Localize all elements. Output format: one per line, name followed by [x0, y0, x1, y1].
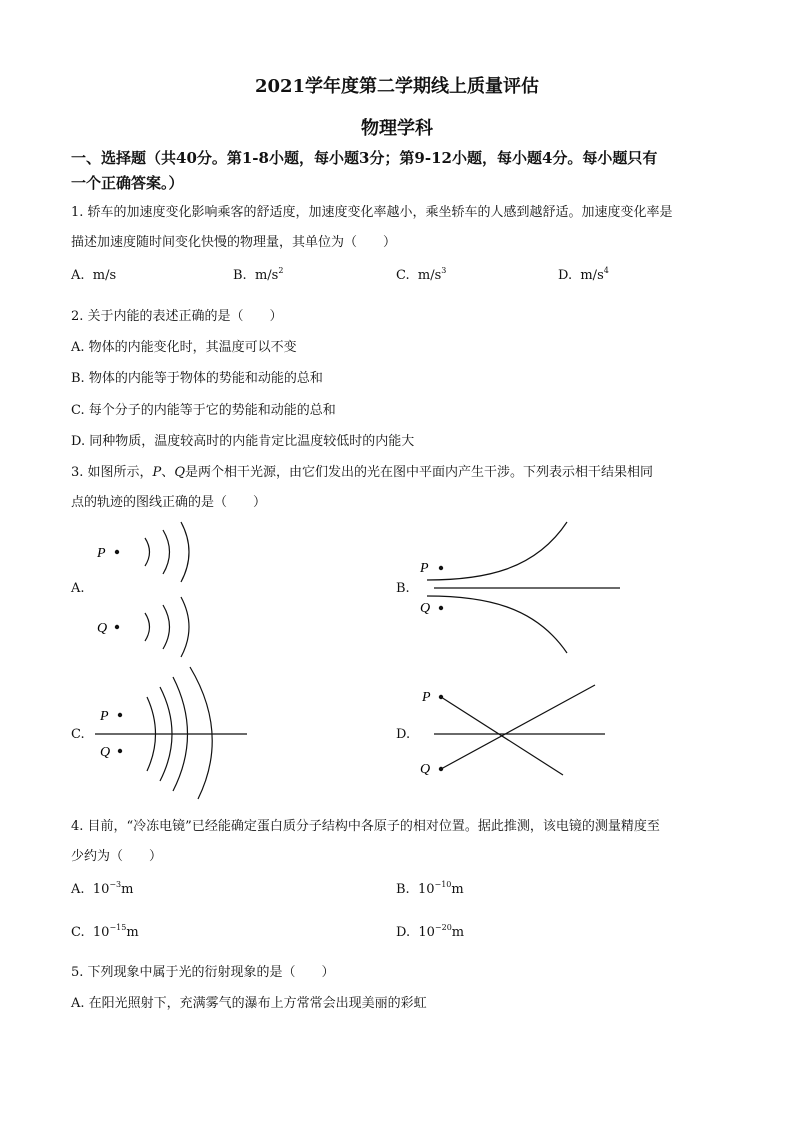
q4-option-d[interactable] — [396, 925, 464, 940]
option-exponent: −3 — [109, 880, 122, 889]
option-label: B. — [233, 268, 247, 283]
source-q-dot — [115, 625, 119, 629]
option-unit: m — [126, 925, 139, 940]
exam-title: 2021学年度第二学期线上质量评估 — [254, 76, 540, 97]
source-p-dot — [118, 713, 122, 717]
wavefront-arc — [190, 667, 212, 799]
cross-line — [441, 685, 595, 769]
source-p-dot — [115, 550, 119, 554]
label-p: P — [422, 690, 431, 705]
option-exponent: −10 — [434, 880, 452, 889]
q3-option-b-label[interactable]: B. — [396, 581, 410, 596]
q5-option-a[interactable]: A. 在阳光照射下，充满雾气的瀑布上方常常会出现美丽的彩虹 — [71, 996, 427, 1011]
q3-text-post: 是两个相干光源，由它们发出的光在图中平面内产生干涉。下列表示相干结果相同 — [184, 465, 653, 480]
q4-stem-line2: 少约为（ ） — [71, 849, 163, 864]
option-exponent: −15 — [109, 923, 127, 932]
option-unit: m/s — [580, 268, 604, 283]
q3-text-pre: 3. 如图所示， — [71, 465, 153, 480]
q3-figure-c — [90, 665, 255, 805]
source-q-dot — [118, 749, 122, 753]
q5-stem: 5. 下列现象中属于光的衍射现象的是（ ） — [71, 965, 335, 980]
q3-source-p: P — [152, 465, 162, 480]
q2-option-d[interactable]: D. 同种物质，温度较高时的内能肯定比温度较低时的内能大 — [71, 434, 415, 449]
wavefront-arc — [181, 522, 189, 582]
label-q: Q — [420, 601, 431, 616]
wavefront-arc — [145, 613, 150, 641]
label-p: P — [97, 546, 106, 561]
q3-source-q: Q — [174, 465, 185, 480]
q3-text-sep: 、 — [161, 465, 175, 480]
q3-figure-d — [415, 680, 615, 780]
option-label: C. — [71, 925, 85, 940]
option-base: 10 — [92, 925, 110, 940]
q1-option-c[interactable] — [396, 268, 446, 283]
option-label: D. — [558, 268, 573, 283]
option-exponent: 4 — [603, 266, 609, 275]
section-heading-line2: 一个正确答案。） — [71, 174, 184, 192]
label-p: P — [420, 561, 429, 576]
section-heading-line1: 一、选择题（共40分。第1-8小题，每小题3分；第9-12小题，每小题4分。每小题只有 — [71, 149, 658, 167]
q3-option-c-label[interactable]: C. — [71, 727, 85, 742]
q1-stem-line2: 描述加速度随时间变化快慢的物理量，其单位为（ ） — [71, 235, 397, 250]
option-unit: m/s — [92, 268, 117, 283]
source-q-dot — [439, 606, 443, 610]
option-exponent: 3 — [441, 266, 447, 275]
source-p-dot — [439, 566, 443, 570]
option-label: C. — [396, 268, 410, 283]
q3-figure-b — [415, 520, 630, 660]
option-unit: m — [451, 925, 465, 940]
q4-option-c[interactable] — [71, 925, 139, 940]
q2-option-a[interactable]: A. 物体的内能变化时，其温度可以不变 — [71, 340, 297, 355]
option-base: 10 — [418, 925, 435, 940]
q1-stem-line1: 1. 轿车的加速度变化影响乘客的舒适度，加速度变化率越小，乘坐轿车的人感到越舒适。加速度变化率是 — [71, 205, 673, 220]
q4-option-a[interactable] — [71, 882, 133, 897]
q3-option-d-label[interactable]: D. — [396, 727, 411, 742]
option-unit: m/s — [254, 268, 279, 283]
option-unit: m/s — [417, 268, 442, 283]
option-label: A. — [71, 268, 85, 283]
q2-option-c[interactable]: C. 每个分子的内能等于它的势能和动能的总和 — [71, 403, 336, 418]
option-label: D. — [396, 925, 411, 940]
q3-option-a-label[interactable]: A. — [71, 581, 85, 596]
wavefront-arc — [145, 538, 150, 566]
wavefront-arc — [163, 530, 170, 574]
wavefront-arc — [163, 605, 170, 649]
option-exponent: 2 — [278, 266, 284, 275]
q3-stem-line2: 点的轨迹的图线正确的是（ ） — [71, 495, 267, 510]
q3-stem-line1 — [71, 461, 653, 480]
subject-title: 物理学科 — [361, 118, 433, 139]
label-q: Q — [420, 762, 431, 777]
q1-option-b[interactable] — [233, 268, 283, 283]
option-unit: m — [451, 882, 464, 897]
q4-stem-line1: 4. 目前，“冷冻电镜”已经能确定蛋白质分子结构中各原子的相对位置。据此推测，该电镜的测量精度至 — [71, 819, 660, 834]
q1-option-a[interactable] — [71, 268, 116, 283]
label-q: Q — [100, 745, 111, 760]
q2-option-b[interactable]: B. 物体的内能等于物体的势能和动能的总和 — [71, 371, 323, 386]
q3-figure-a — [90, 520, 220, 660]
q1-option-d[interactable] — [558, 268, 609, 283]
option-unit: m — [121, 882, 134, 897]
wavefront-arc — [181, 597, 189, 657]
label-q: Q — [97, 621, 108, 636]
q2-stem: 2. 关于内能的表述正确的是（ ） — [71, 309, 283, 324]
option-base: 10 — [92, 882, 110, 897]
option-exponent: −20 — [434, 923, 452, 932]
option-label: A. — [71, 882, 85, 897]
label-p: P — [100, 709, 109, 724]
option-base: 10 — [417, 882, 435, 897]
q4-option-b[interactable] — [396, 882, 464, 897]
hyperbola-upper — [427, 522, 567, 580]
hyperbola-lower — [427, 596, 567, 653]
option-label: B. — [396, 882, 410, 897]
